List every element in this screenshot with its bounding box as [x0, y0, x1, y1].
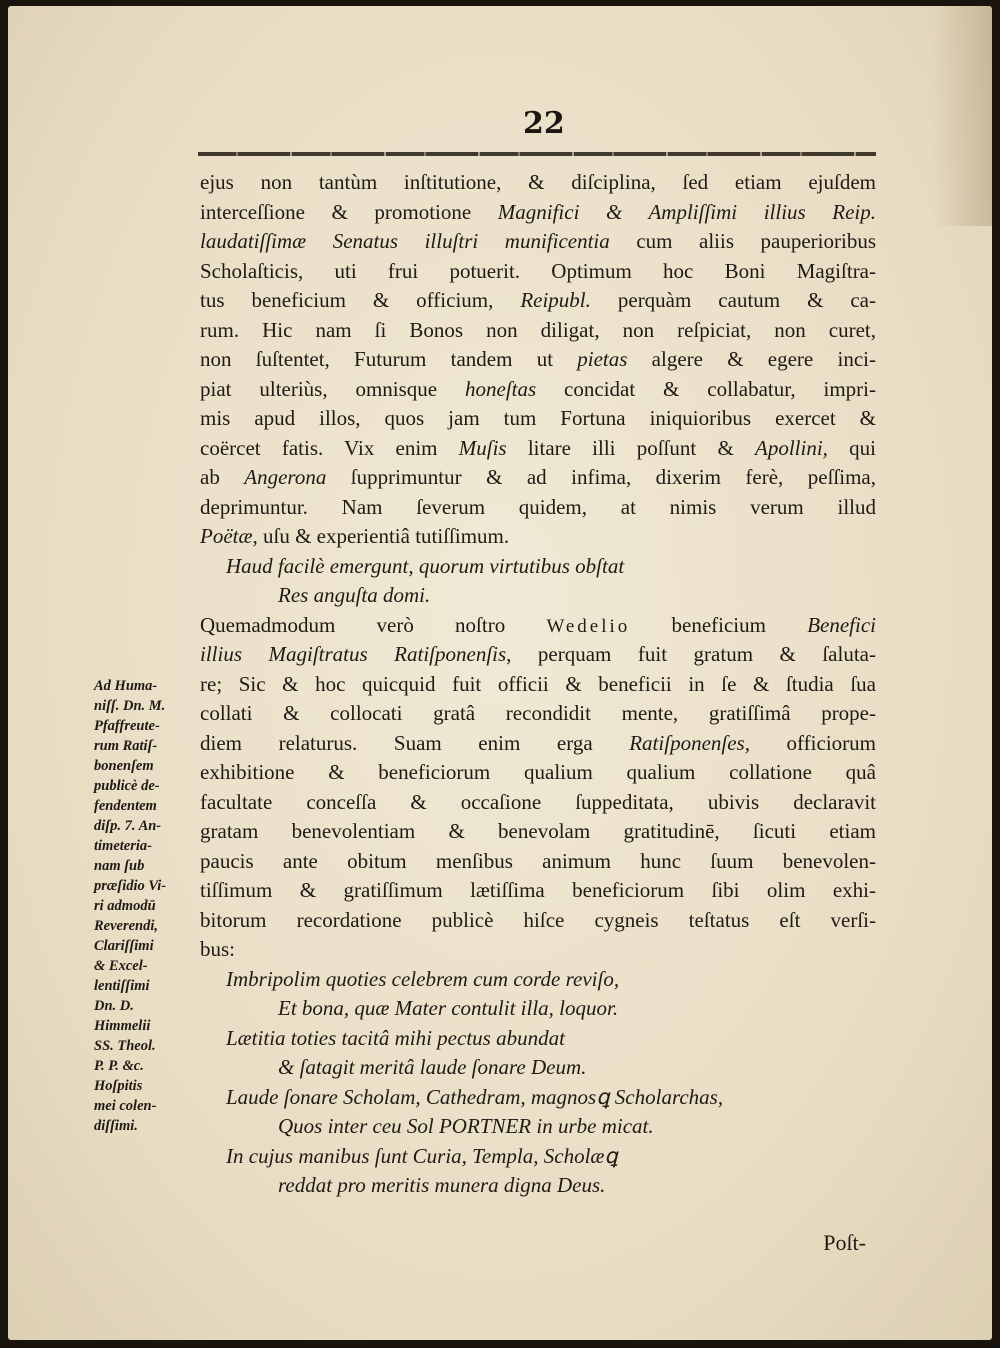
marginal-note-line: lentiſſimi	[94, 978, 150, 994]
text-segment: tiſſimum & gratiſſimum lætiſſima beneficiorum ſibi olim exhi-	[200, 878, 876, 902]
text-line	[200, 935, 876, 965]
text-line	[200, 168, 876, 198]
marginal-note-line: Himmelii	[94, 1018, 151, 1034]
text-segment: diem relaturus. Suam enim erga	[200, 730, 630, 755]
text-line	[200, 876, 876, 906]
text-segment: re; Sic & hoc quicquid fuit officii & beneficii in ſe & ſtudia ſua	[200, 671, 876, 696]
text-segment: officiorum	[749, 730, 876, 755]
text-line	[200, 788, 876, 818]
paragraph-1	[200, 168, 876, 552]
text-segment: qui	[827, 435, 876, 460]
marginal-note-line: Ad Huma-	[94, 678, 158, 694]
text-segment: , perquam fuit gratum & ſaluta-	[506, 642, 876, 666]
text-segment: Muſis	[458, 435, 507, 460]
text-segment: pietas	[577, 347, 628, 371]
text-segment: deprimuntur. Nam ſeverum quidem, at nimis verum illud	[200, 494, 876, 519]
verse-line: In cujus manibus ſunt Curia, Templa, Scholæꝗ	[226, 1143, 618, 1168]
text-segment: ejus non tantùm inſtitutione, & diſciplina, ſed etiam ejuſdem	[200, 170, 876, 194]
catchword: Poſt-	[823, 1230, 866, 1255]
text-line	[200, 640, 876, 670]
marginal-note-line: diſſimi.	[94, 1118, 138, 1134]
text-segment: Apollini,	[755, 435, 828, 460]
text-line	[200, 375, 876, 405]
text-segment: cum aliis pauperioribus	[609, 229, 877, 253]
text-segment: Benefici	[807, 612, 876, 637]
marginal-note-line: Clariſſimi	[94, 938, 154, 954]
text-segment: facultate conceſſa & occaſione ſuppeditata, ubivis declaravit	[200, 789, 876, 814]
marginal-note-line: P. P. &c.	[94, 1058, 144, 1074]
text-segment: Wedelio	[546, 615, 631, 637]
paragraph-2	[200, 611, 876, 965]
verse-block	[200, 965, 876, 1201]
marginal-note-line: Reverendi,	[94, 918, 159, 934]
text-segment: Angerona	[244, 465, 327, 489]
text-line	[200, 227, 876, 257]
text-line	[200, 817, 876, 847]
text-segment: concidat & collabatur, impri-	[536, 376, 876, 401]
marginal-note-line: bonenſem	[94, 758, 154, 774]
text-segment: mis apud illos, quos jam tum Fortuna iniquioribus exercet &	[200, 406, 876, 430]
marginal-note-line: publicè de-	[94, 778, 160, 794]
text-line	[200, 286, 876, 316]
text-line	[200, 729, 876, 759]
text-line	[200, 198, 876, 228]
poet-verse-line: Haud facilè emergunt, quorum virtutibus obſtat	[226, 553, 625, 578]
marginal-note-line: Hoſpitis	[94, 1078, 143, 1094]
marginal-note-line: mei colen-	[94, 1098, 157, 1114]
marginal-note-line: nam ſub	[94, 858, 145, 874]
text-segment: ab	[200, 465, 245, 489]
text-line	[200, 847, 876, 877]
page-stain	[932, 6, 992, 226]
verse-line: & ſatagit meritâ laude ſonare Deum.	[278, 1055, 587, 1079]
text-line	[200, 670, 876, 700]
marginal-note-line: præſidio Vi-	[94, 878, 167, 894]
text-segment: Quemadmodum verò noſtro	[200, 612, 547, 637]
text-segment: litare illi poſſunt &	[506, 435, 756, 460]
verse-line: Imbripolim quoties celebrem cum corde reviſo,	[226, 966, 620, 991]
text-line	[200, 758, 876, 788]
text-segment: laudatiſſimæ Senatus illuſtri munificentia	[200, 229, 610, 253]
text-segment: beneficium	[630, 612, 808, 637]
marginal-note-line: timeteria-	[94, 838, 152, 854]
marginal-note-line: diſp. 7. An-	[94, 818, 162, 834]
text-line	[200, 463, 876, 493]
text-segment: Poëtæ	[200, 524, 253, 548]
text-segment: collati & collocati gratâ recondidit mente, gratiſſimâ prope-	[200, 701, 876, 725]
text-segment: gratam benevolentiam & benevolam gratitudinē, ſicuti etiam	[200, 819, 876, 843]
text-segment: Reipubl.	[520, 288, 591, 312]
marginal-note-line: fendentem	[94, 798, 157, 814]
text-segment: honeſtas	[465, 376, 537, 401]
text-segment: Ratiſponenſes,	[629, 730, 750, 755]
verse-line: Et bona, quæ Mater contulit illa, loquor.	[278, 996, 619, 1020]
text-line	[200, 493, 876, 523]
marginal-note-line: Pfaffreute-	[94, 718, 160, 734]
verse-line: reddat pro meritis munera digna Deus.	[278, 1173, 606, 1197]
verse-line: Quos inter ceu Sol PORTNER in urbe micat.	[278, 1114, 654, 1138]
text-line	[200, 699, 876, 729]
text-segment: illius Magiſtratus Ratiſponenſis	[200, 642, 507, 666]
text-segment: non ſuſtentet, Futurum tandem ut	[200, 347, 578, 371]
text-segment: paucis ante obitum menſibus animum hunc ſuum benevolen-	[200, 848, 876, 873]
text-segment: , uſu & experientiâ tutiſſimum.	[252, 524, 510, 548]
text-segment: tus beneficium & officium,	[200, 288, 521, 312]
text-line	[200, 906, 876, 936]
marginal-note-line: SS. Theol.	[94, 1038, 156, 1054]
marginal-note-line: & Excel-	[94, 958, 148, 974]
text-segment: Scholaſticis, uti frui potuerit. Optimum hoc Boni Magiſtra-	[200, 258, 876, 283]
text-segment: exhibitione & beneficiorum qualium qualium collatione quâ	[200, 760, 876, 784]
text-segment: coërcet fatis. Vix enim	[200, 435, 459, 460]
marginal-note-line: rum Ratiſ-	[94, 738, 158, 754]
poet-verse-line: Res anguſta domi.	[278, 583, 431, 607]
verse-line: Laude ſonare Scholam, Cathedram, magnosꝗ Scholarchas,	[226, 1084, 724, 1109]
text-segment: piat ulteriùs, omnisque	[200, 376, 466, 401]
text-line	[200, 257, 876, 287]
text-line	[200, 611, 876, 641]
text-segment: bitorum recordatione publicè hiſce cygneis teſtatus eſt verſi-	[200, 907, 876, 932]
text-segment: rum. Hic nam ſi Bonos non diligat, non reſpiciat, non curet,	[200, 317, 876, 342]
text-segment: interceſſione & promotione	[200, 199, 498, 224]
text-segment: algere & egere inci-	[627, 347, 876, 371]
text-line	[200, 522, 876, 552]
text-segment: Magnifici & Ampliſſimi illius Reip.	[497, 199, 876, 224]
header-rule	[198, 152, 876, 156]
text-segment: perquàm cautum & ca-	[590, 288, 876, 312]
marginal-note-line: niſſ. Dn. M.	[94, 698, 166, 714]
text-segment: ſupprimuntur & ad infima, dixerim ferè, peſſima,	[326, 465, 876, 489]
marginal-note	[94, 676, 206, 1136]
marginal-note-line: ri admodū	[94, 898, 156, 914]
text-segment: bus:	[200, 937, 236, 961]
main-text	[200, 168, 876, 1201]
poet-quotation	[200, 552, 876, 611]
verse-line: Lætitia toties tacitâ mihi pectus abundat	[226, 1025, 565, 1050]
text-line	[200, 404, 876, 434]
marginal-note-line: Dn. D.	[94, 998, 134, 1014]
text-line	[200, 345, 876, 375]
text-line	[200, 434, 876, 464]
page-number: 22	[523, 106, 565, 141]
book-page	[8, 6, 992, 1340]
text-line	[200, 316, 876, 346]
